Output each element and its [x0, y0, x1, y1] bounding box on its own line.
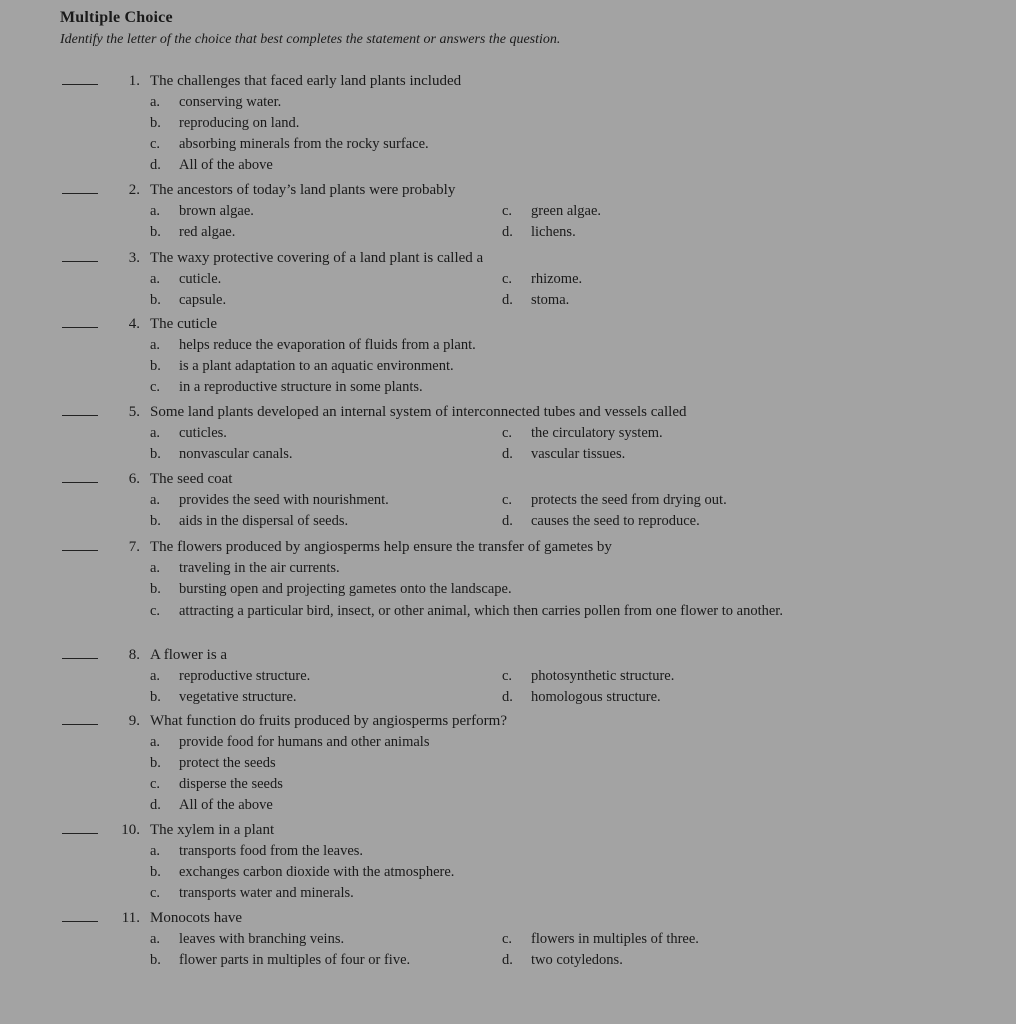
option-b: b. reproducing on land.: [150, 115, 300, 131]
option-b: b. capsule.: [150, 292, 227, 308]
question-text: The cuticle: [150, 316, 218, 332]
option-b: b. nonvascular canals.: [150, 446, 293, 462]
option-b: b. is a plant adaptation to an aquatic environment.: [150, 358, 454, 374]
question-text: The ancestors of today’s land plants were probably: [150, 182, 456, 198]
question-number: 2.: [128, 182, 140, 198]
question-number: 11.: [121, 910, 140, 926]
option-a: a. transports food from the leaves.: [150, 843, 364, 859]
answer-blank[interactable]: [62, 193, 98, 194]
section-title: Multiple Choice: [60, 9, 173, 26]
question-text: The flowers produced by angiosperms help ensure the transfer of gametes by: [150, 539, 612, 555]
answer-blank[interactable]: [62, 261, 98, 262]
option-c: c. transports water and minerals.: [150, 885, 354, 901]
option-a: a. reproductive structure.: [150, 668, 311, 684]
question-number: 9.: [128, 713, 140, 729]
option-c: c. rhizome.: [502, 271, 583, 287]
option-a: a. cuticle.: [150, 271, 222, 287]
option-d: d. vascular tissues.: [502, 446, 626, 462]
option-d: d. homologous structure.: [502, 689, 661, 705]
answer-blank[interactable]: [62, 550, 98, 551]
option-b: b. bursting open and projecting gametes onto the landscape.: [150, 581, 512, 597]
option-c: c. photosynthetic structure.: [502, 668, 675, 684]
option-a: a. provides the seed with nourishment.: [150, 492, 389, 508]
option-a: a. provide food for humans and other animals: [150, 734, 430, 750]
option-b: b. red algae.: [150, 224, 236, 240]
question-number: 10.: [121, 822, 140, 838]
option-c: c. green algae.: [502, 203, 602, 219]
answer-blank[interactable]: [62, 833, 98, 834]
question-number: 3.: [128, 250, 140, 266]
option-d: d. two cotyledons.: [502, 952, 623, 968]
instructions: Identify the letter of the choice that best completes the statement or answers the question.: [60, 32, 561, 47]
answer-blank[interactable]: [62, 921, 98, 922]
question-text: Some land plants developed an internal system of interconnected tubes and vessels called: [150, 404, 687, 420]
option-a: a. conserving water.: [150, 94, 282, 110]
option-c: c. flowers in multiples of three.: [502, 931, 699, 947]
question-text: The challenges that faced early land plants included: [150, 73, 462, 89]
option-a: a. brown algae.: [150, 203, 254, 219]
answer-blank[interactable]: [62, 327, 98, 328]
answer-blank[interactable]: [62, 415, 98, 416]
question-text: A flower is a: [150, 647, 228, 663]
option-d: d. causes the seed to reproduce.: [502, 513, 700, 529]
option-a: a. cuticles.: [150, 425, 227, 441]
option-b: b. flower parts in multiples of four or five.: [150, 952, 411, 968]
option-a: a. traveling in the air currents.: [150, 560, 340, 576]
option-c: c. protects the seed from drying out.: [502, 492, 727, 508]
option-a: a. helps reduce the evaporation of fluids from a plant.: [150, 337, 476, 353]
answer-blank[interactable]: [62, 658, 98, 659]
question-number: 4.: [128, 316, 140, 332]
question-number: 6.: [128, 471, 140, 487]
option-b: b. vegetative structure.: [150, 689, 297, 705]
option-c: c. in a reproductive structure in some plants.: [150, 379, 423, 395]
option-a: a. leaves with branching veins.: [150, 931, 345, 947]
option-c: c. absorbing minerals from the rocky surface.: [150, 136, 429, 152]
answer-blank[interactable]: [62, 724, 98, 725]
question-text: What function do fruits produced by angiosperms perform?: [150, 713, 507, 729]
option-c: c. attracting a particular bird, insect, or other animal, which then carries pollen from one flower to another.: [150, 603, 783, 619]
option-c: c. disperse the seeds: [150, 776, 283, 792]
question-text: The seed coat: [150, 471, 233, 487]
option-b: b. aids in the dispersal of seeds.: [150, 513, 349, 529]
option-b: b. protect the seeds: [150, 755, 276, 771]
question-number: 1.: [128, 73, 140, 89]
question-text: Monocots have: [150, 910, 243, 926]
question-text: The waxy protective covering of a land plant is called a: [150, 250, 484, 266]
question-number: 5.: [128, 404, 140, 420]
option-d: d. All of the above: [150, 797, 273, 813]
option-c: c. the circulatory system.: [502, 425, 663, 441]
question-text: The xylem in a plant: [150, 822, 275, 838]
question-number: 8.: [128, 647, 140, 663]
answer-blank[interactable]: [62, 482, 98, 483]
option-d: d. stoma.: [502, 292, 570, 308]
option-d: d. All of the above: [150, 157, 273, 173]
answer-blank[interactable]: [62, 84, 98, 85]
question-number: 7.: [128, 539, 140, 555]
option-d: d. lichens.: [502, 224, 576, 240]
option-b: b. exchanges carbon dioxide with the atmosphere.: [150, 864, 455, 880]
